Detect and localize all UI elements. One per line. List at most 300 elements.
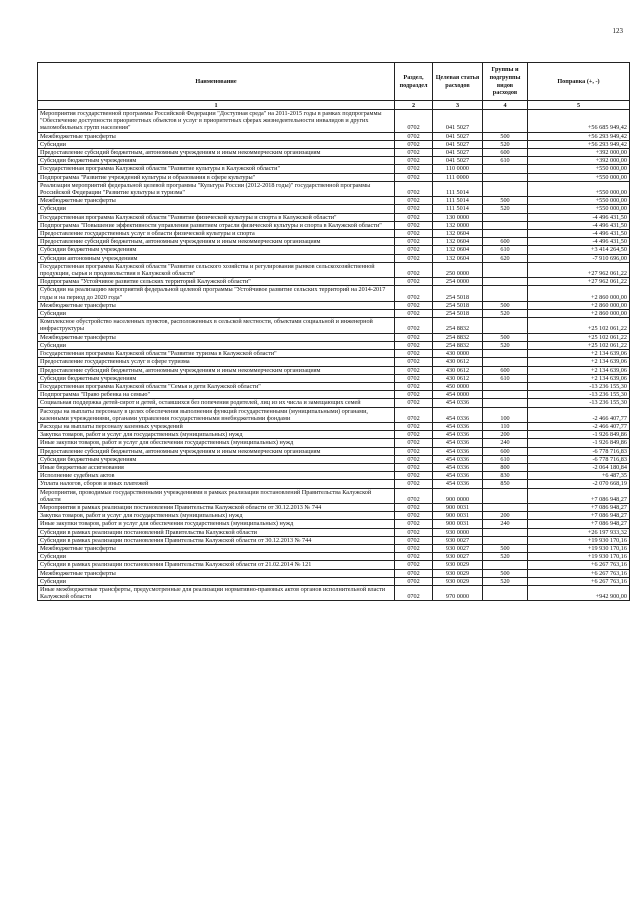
row-section: 0702 — [395, 439, 433, 447]
row-article: 430 0612 — [433, 358, 483, 366]
row-group: 500 — [483, 569, 528, 577]
row-section: 0702 — [395, 431, 433, 439]
row-amount: +25 102 061,22 — [528, 341, 630, 349]
row-group — [483, 278, 528, 286]
row-article: 900 0031 — [433, 512, 483, 520]
row-group: 520 — [483, 577, 528, 585]
row-name: Межбюджетные трансферты — [38, 197, 395, 205]
row-article: 041 5027 — [433, 157, 483, 165]
row-group — [483, 561, 528, 569]
row-amount: -13 236 155,30 — [528, 382, 630, 390]
row-amount: +550 000,00 — [528, 173, 630, 181]
row-section: 0702 — [395, 399, 433, 407]
row-article: 111 5014 — [433, 205, 483, 213]
row-amount: +7 086 948,27 — [528, 488, 630, 503]
row-section: 0702 — [395, 246, 433, 254]
table-row — [38, 341, 630, 349]
row-section: 0702 — [395, 503, 433, 511]
column-number: 2 — [395, 101, 433, 110]
row-name: Предоставление субсидий бюджетным, автономным учреждениям и иным некоммерческим организациям — [38, 149, 395, 157]
row-article: 111 5014 — [433, 197, 483, 205]
row-name: Субсидии — [38, 553, 395, 561]
row-article: 930 0027 — [433, 553, 483, 561]
row-article: 454 0336 — [433, 455, 483, 463]
row-article: 930 0000 — [433, 528, 483, 536]
row-group — [483, 262, 528, 277]
row-section: 0702 — [395, 230, 433, 238]
row-section: 0702 — [395, 569, 433, 577]
row-section: 0702 — [395, 455, 433, 463]
row-group — [483, 213, 528, 221]
row-section: 0702 — [395, 333, 433, 341]
row-section: 0702 — [395, 561, 433, 569]
row-article: 930 0027 — [433, 544, 483, 552]
row-amount: +25 102 061,22 — [528, 318, 630, 333]
column-number: 5 — [528, 101, 630, 110]
row-article: 900 0031 — [433, 520, 483, 528]
row-group: 600 — [483, 447, 528, 455]
row-name: Комплексное обустройство населенных пунктов, расположенных в сельской местности, объектами социальной и инженерной инфраструктуры — [38, 318, 395, 333]
budget-table — [37, 62, 630, 601]
table-row — [38, 561, 630, 569]
row-group: 110 — [483, 422, 528, 430]
row-article: 900 0031 — [433, 503, 483, 511]
table-row — [38, 358, 630, 366]
table-row — [38, 399, 630, 407]
table-row — [38, 374, 630, 382]
row-group: 500 — [483, 301, 528, 309]
row-section: 0702 — [395, 480, 433, 488]
row-name: Мероприятия в рамках реализации постановления Правительства Калужской области от 30.12.2013 № 744 — [38, 503, 395, 511]
row-name: Субсидии в рамках реализации постановления Правительства Калужской области от 30.12.2013 № 744 — [38, 536, 395, 544]
row-amount: +19 930 170,16 — [528, 544, 630, 552]
row-group: 240 — [483, 520, 528, 528]
row-group: 610 — [483, 374, 528, 382]
row-amount: +550 000,00 — [528, 197, 630, 205]
row-article: 132 0604 — [433, 254, 483, 262]
row-name: Реализация мероприятий федеральной целевой программы "Культура России (2012-2018 годы)" государственной программы Российской Федерации "Развитие культуры и туризма" — [38, 181, 395, 196]
table-row — [38, 205, 630, 213]
table-row — [38, 463, 630, 471]
row-group — [483, 536, 528, 544]
row-article: 110 0000 — [433, 165, 483, 173]
row-group — [483, 110, 528, 133]
table-row — [38, 391, 630, 399]
row-amount: +19 930 170,16 — [528, 536, 630, 544]
header-article: Целевая статья расходов — [433, 63, 483, 101]
row-name: Государственная программа Калужской области "Развитие сельского хозяйства и регулирования рынков сельскохозяйственной продукции, сырья и продовольствия в Калужской области" — [38, 262, 395, 277]
row-group — [483, 488, 528, 503]
row-name: Субсидии — [38, 205, 395, 213]
row-section: 0702 — [395, 407, 433, 422]
row-group: 610 — [483, 246, 528, 254]
row-amount: +7 086 948,27 — [528, 520, 630, 528]
row-amount: -7 910 696,00 — [528, 254, 630, 262]
row-article: 130 0000 — [433, 213, 483, 221]
row-name: Расходы на выплаты персоналу казенных учреждений — [38, 422, 395, 430]
row-name: Субсидии на реализацию мероприятий федеральной целевой программы "Устойчивое развитие сельских территорий на 2014-2017 годы и на период до 2020 года" — [38, 286, 395, 301]
row-amount: +27 962 061,22 — [528, 262, 630, 277]
row-group: 620 — [483, 254, 528, 262]
row-article: 454 0336 — [433, 431, 483, 439]
row-article: 250 0000 — [433, 262, 483, 277]
row-amount: +56 293 949,42 — [528, 132, 630, 140]
row-group: 500 — [483, 333, 528, 341]
row-group — [483, 286, 528, 301]
row-amount: +550 000,00 — [528, 165, 630, 173]
row-section: 0702 — [395, 110, 433, 133]
row-group — [483, 350, 528, 358]
table-row — [38, 318, 630, 333]
row-name: Субсидии бюджетным учреждениям — [38, 246, 395, 254]
row-section: 0702 — [395, 301, 433, 309]
row-amount: -4 496 431,50 — [528, 221, 630, 229]
table-row — [38, 472, 630, 480]
table-row — [38, 350, 630, 358]
row-section: 0702 — [395, 132, 433, 140]
row-article: 900 0000 — [433, 488, 483, 503]
table-row — [38, 585, 630, 600]
row-section: 0702 — [395, 528, 433, 536]
row-section: 0702 — [395, 553, 433, 561]
row-name: Мероприятия, проводимые государственными учреждениями в рамках реализации постановлений Правительства Калужской области — [38, 488, 395, 503]
row-article: 454 0336 — [433, 407, 483, 422]
row-group: 610 — [483, 455, 528, 463]
row-section: 0702 — [395, 391, 433, 399]
row-amount: -1 926 849,86 — [528, 431, 630, 439]
table-row — [38, 157, 630, 165]
table-row — [38, 577, 630, 585]
row-article: 254 8832 — [433, 318, 483, 333]
table-row — [38, 132, 630, 140]
row-name: Иные закупки товаров, работ и услуг для обеспечения государственных (муниципальных) нужд — [38, 520, 395, 528]
row-article: 254 8832 — [433, 341, 483, 349]
table-row — [38, 173, 630, 181]
table-row — [38, 278, 630, 286]
row-group: 520 — [483, 553, 528, 561]
table-row — [38, 181, 630, 196]
row-group: 520 — [483, 341, 528, 349]
row-amount: -6 778 716,83 — [528, 455, 630, 463]
row-name: Мероприятия государственной программы Российской Федерации "Доступная среда" на 2011-2015 годы в рамках подпрограммы "Обеспечение доступности приоритетных объектов и услуг в приоритетных сферах жизнедеятельности инвалидов и других маломобильных групп населения" — [38, 110, 395, 133]
row-name: Уплата налогов, сборов и иных платежей — [38, 480, 395, 488]
row-article: 132 0604 — [433, 238, 483, 246]
row-article: 454 0336 — [433, 480, 483, 488]
row-article: 254 5018 — [433, 286, 483, 301]
row-group — [483, 358, 528, 366]
row-article: 970 0000 — [433, 585, 483, 600]
table-row — [38, 382, 630, 390]
row-section: 0702 — [395, 286, 433, 301]
row-amount: +27 962 061,22 — [528, 278, 630, 286]
row-amount: -2 070 668,19 — [528, 480, 630, 488]
row-group — [483, 230, 528, 238]
row-section: 0702 — [395, 341, 433, 349]
row-amount: +392 000,00 — [528, 157, 630, 165]
row-section: 0702 — [395, 197, 433, 205]
row-section: 0702 — [395, 358, 433, 366]
row-section: 0702 — [395, 512, 433, 520]
row-name: Предоставление государственных услуг в сфере туризма — [38, 358, 395, 366]
row-amount: +2 134 639,06 — [528, 374, 630, 382]
row-amount: +7 086 948,27 — [528, 512, 630, 520]
row-group — [483, 503, 528, 511]
table-row — [38, 480, 630, 488]
column-number: 3 — [433, 101, 483, 110]
row-name: Межбюджетные трансферты — [38, 569, 395, 577]
row-section: 0702 — [395, 205, 433, 213]
row-article: 930 0029 — [433, 561, 483, 569]
row-amount: +2 134 639,06 — [528, 366, 630, 374]
row-name: Субсидии — [38, 341, 395, 349]
row-section: 0702 — [395, 181, 433, 196]
row-name: Иные межбюджетные трансферты, предусмотренные для реализации нормативно-правовых актов органов исполнительной власти Калужской области — [38, 585, 395, 600]
row-amount: +56 293 949,42 — [528, 140, 630, 148]
row-section: 0702 — [395, 157, 433, 165]
row-amount: +25 102 061,22 — [528, 333, 630, 341]
table-row — [38, 512, 630, 520]
table-row — [38, 431, 630, 439]
row-name: Подпрограмма "Развитие учреждений культуры и образования в сфере культуры" — [38, 173, 395, 181]
table-row — [38, 439, 630, 447]
table-row — [38, 197, 630, 205]
row-group: 850 — [483, 480, 528, 488]
row-group — [483, 399, 528, 407]
row-section: 0702 — [395, 577, 433, 585]
table-row — [38, 503, 630, 511]
row-group — [483, 391, 528, 399]
row-group: 500 — [483, 197, 528, 205]
row-amount: -4 496 431,50 — [528, 238, 630, 246]
row-group: 600 — [483, 149, 528, 157]
row-name: Предоставление субсидий бюджетным, автономным учреждениям и иным некоммерческим организациям — [38, 447, 395, 455]
row-group: 200 — [483, 431, 528, 439]
row-section: 0702 — [395, 472, 433, 480]
row-section: 0702 — [395, 278, 433, 286]
row-name: Подпрограмма "Повышение эффективности управления развитием отрасли физической культуры и спорта в Калужской области" — [38, 221, 395, 229]
row-article: 254 8832 — [433, 333, 483, 341]
row-section: 0702 — [395, 254, 433, 262]
row-section: 0702 — [395, 165, 433, 173]
row-article: 454 0336 — [433, 447, 483, 455]
row-article: 430 0612 — [433, 366, 483, 374]
table-row — [38, 447, 630, 455]
row-article: 430 0000 — [433, 350, 483, 358]
row-group: 500 — [483, 132, 528, 140]
row-group: 500 — [483, 544, 528, 552]
header-section: Раздел, подраздел — [395, 63, 433, 101]
table-row — [38, 221, 630, 229]
row-amount: +2 134 639,06 — [528, 358, 630, 366]
row-group: 610 — [483, 157, 528, 165]
row-article: 132 0604 — [433, 246, 483, 254]
row-group: 600 — [483, 238, 528, 246]
row-amount: +2 860 000,00 — [528, 286, 630, 301]
row-group: 100 — [483, 407, 528, 422]
row-amount: +392 000,00 — [528, 149, 630, 157]
table-row — [38, 544, 630, 552]
row-group — [483, 173, 528, 181]
table-row — [38, 301, 630, 309]
row-name: Субсидии — [38, 310, 395, 318]
row-section: 0702 — [395, 310, 433, 318]
row-group — [483, 165, 528, 173]
table-row — [38, 254, 630, 262]
header-amount: Поправка (+, -) — [528, 63, 630, 101]
row-name: Подпрограмма "Устойчивое развитие сельских территорий Калужской области" — [38, 278, 395, 286]
row-name: Субсидии бюджетным учреждениям — [38, 455, 395, 463]
row-name: Субсидии в рамках реализации постановлений Правительства Калужской области — [38, 528, 395, 536]
row-group: 520 — [483, 205, 528, 213]
row-amount: +2 860 000,00 — [528, 301, 630, 309]
row-amount: +6 267 763,16 — [528, 561, 630, 569]
table-row — [38, 310, 630, 318]
row-article: 041 5027 — [433, 110, 483, 133]
row-article: 454 0336 — [433, 439, 483, 447]
row-amount: +550 000,00 — [528, 205, 630, 213]
table-row — [38, 455, 630, 463]
row-amount: -6 778 716,83 — [528, 447, 630, 455]
row-section: 0702 — [395, 382, 433, 390]
row-article: 454 0336 — [433, 463, 483, 471]
table-row — [38, 528, 630, 536]
table-row — [38, 520, 630, 528]
row-name: Подпрограмма "Право ребенка на семью" — [38, 391, 395, 399]
row-article: 041 5027 — [433, 140, 483, 148]
row-amount: +550 000,00 — [528, 181, 630, 196]
table-row — [38, 238, 630, 246]
row-amount: +942 900,00 — [528, 585, 630, 600]
header-row — [38, 63, 630, 101]
table-row — [38, 149, 630, 157]
row-group: 830 — [483, 472, 528, 480]
row-section: 0702 — [395, 488, 433, 503]
table-row — [38, 536, 630, 544]
row-name: Расходы на выплаты персоналу в целях обеспечения выполнения функций государственными (муниципальными) органами, казенными учреждениями, органами управления государственными внебюджетными фондами — [38, 407, 395, 422]
row-group: 240 — [483, 439, 528, 447]
row-group — [483, 318, 528, 333]
row-amount: -2 466 407,77 — [528, 422, 630, 430]
row-section: 0702 — [395, 213, 433, 221]
column-number-row — [38, 101, 630, 110]
row-article: 930 0029 — [433, 577, 483, 585]
row-article: 450 0000 — [433, 382, 483, 390]
table-row — [38, 407, 630, 422]
table-row — [38, 110, 630, 133]
row-amount: +6 267 763,16 — [528, 569, 630, 577]
row-amount: -4 496 431,50 — [528, 213, 630, 221]
row-group — [483, 181, 528, 196]
row-article: 041 5027 — [433, 132, 483, 140]
row-name: Исполнение судебных актов — [38, 472, 395, 480]
row-name: Иные закупки товаров, работ и услуг для обеспечения государственных (муниципальных) нужд — [38, 439, 395, 447]
row-name: Субсидии — [38, 140, 395, 148]
row-article: 132 0604 — [433, 230, 483, 238]
row-name: Иные бюджетные ассигнования — [38, 463, 395, 471]
row-article: 454 0336 — [433, 472, 483, 480]
row-name: Межбюджетные трансферты — [38, 301, 395, 309]
row-name: Субсидии бюджетным учреждениям — [38, 157, 395, 165]
row-section: 0702 — [395, 544, 433, 552]
row-amount: -13 236 155,30 — [528, 391, 630, 399]
table-row — [38, 262, 630, 277]
row-section: 0702 — [395, 447, 433, 455]
row-amount: +6 267 763,16 — [528, 577, 630, 585]
row-amount: +26 197 933,32 — [528, 528, 630, 536]
row-section: 0702 — [395, 262, 433, 277]
header-group: Группы и подгруппы видов расходов — [483, 63, 528, 101]
row-amount: -13 236 155,30 — [528, 399, 630, 407]
table-row — [38, 140, 630, 148]
row-article: 454 0336 — [433, 399, 483, 407]
row-amount: +19 930 170,16 — [528, 553, 630, 561]
row-amount: +7 086 948,27 — [528, 503, 630, 511]
column-number: 4 — [483, 101, 528, 110]
row-section: 0702 — [395, 366, 433, 374]
table-row — [38, 569, 630, 577]
row-name: Закупка товаров, работ и услуг для государственных (муниципальных) нужд — [38, 512, 395, 520]
row-article: 454 0000 — [433, 391, 483, 399]
row-amount: +2 134 639,06 — [528, 350, 630, 358]
row-name: Предоставление государственных услуг в области физической культуры и спорта — [38, 230, 395, 238]
row-amount: +56 685 949,42 — [528, 110, 630, 133]
header-name: Наименование — [38, 63, 395, 101]
row-name: Субсидии бюджетным учреждениям — [38, 374, 395, 382]
row-section: 0702 — [395, 350, 433, 358]
row-amount: +3 414 264,50 — [528, 246, 630, 254]
row-name: Государственная программа Калужской области "Развитие культуры в Калужской области" — [38, 165, 395, 173]
row-section: 0702 — [395, 374, 433, 382]
table-row — [38, 488, 630, 503]
row-article: 254 5018 — [433, 301, 483, 309]
row-name: Субсидии — [38, 577, 395, 585]
row-article: 111 5014 — [433, 181, 483, 196]
row-group: 600 — [483, 366, 528, 374]
table-row — [38, 366, 630, 374]
table-row — [38, 213, 630, 221]
table-row — [38, 165, 630, 173]
row-article: 041 5027 — [433, 149, 483, 157]
row-section: 0702 — [395, 520, 433, 528]
column-number: 1 — [38, 101, 395, 110]
row-article: 430 0612 — [433, 374, 483, 382]
row-name: Межбюджетные трансферты — [38, 544, 395, 552]
row-group: 800 — [483, 463, 528, 471]
row-section: 0702 — [395, 463, 433, 471]
row-section: 0702 — [395, 221, 433, 229]
table-row — [38, 333, 630, 341]
row-article: 930 0029 — [433, 569, 483, 577]
row-amount: -1 926 849,86 — [528, 439, 630, 447]
row-amount: -2 064 180,84 — [528, 463, 630, 471]
row-name: Закупка товаров, работ и услуг для государственных (муниципальных) нужд — [38, 431, 395, 439]
row-name: Межбюджетные трансферты — [38, 132, 395, 140]
table-row — [38, 286, 630, 301]
row-group — [483, 585, 528, 600]
row-article: 254 0000 — [433, 278, 483, 286]
row-name: Государственная программа Калужской области "Семья и дети Калужской области" — [38, 382, 395, 390]
row-name: Государственная программа Калужской области "Развитие туризма в Калужской области" — [38, 350, 395, 358]
row-group: 520 — [483, 310, 528, 318]
table-row — [38, 246, 630, 254]
table-row — [38, 230, 630, 238]
row-group — [483, 382, 528, 390]
row-name: Предоставление субсидий бюджетным, автономным учреждениям и иным некоммерческим организациям — [38, 238, 395, 246]
row-name: Субсидии в рамках реализации постановления Правительства Калужской области от 21.02.2014 № 121 — [38, 561, 395, 569]
row-section: 0702 — [395, 422, 433, 430]
row-article: 254 5018 — [433, 310, 483, 318]
row-group: 200 — [483, 512, 528, 520]
